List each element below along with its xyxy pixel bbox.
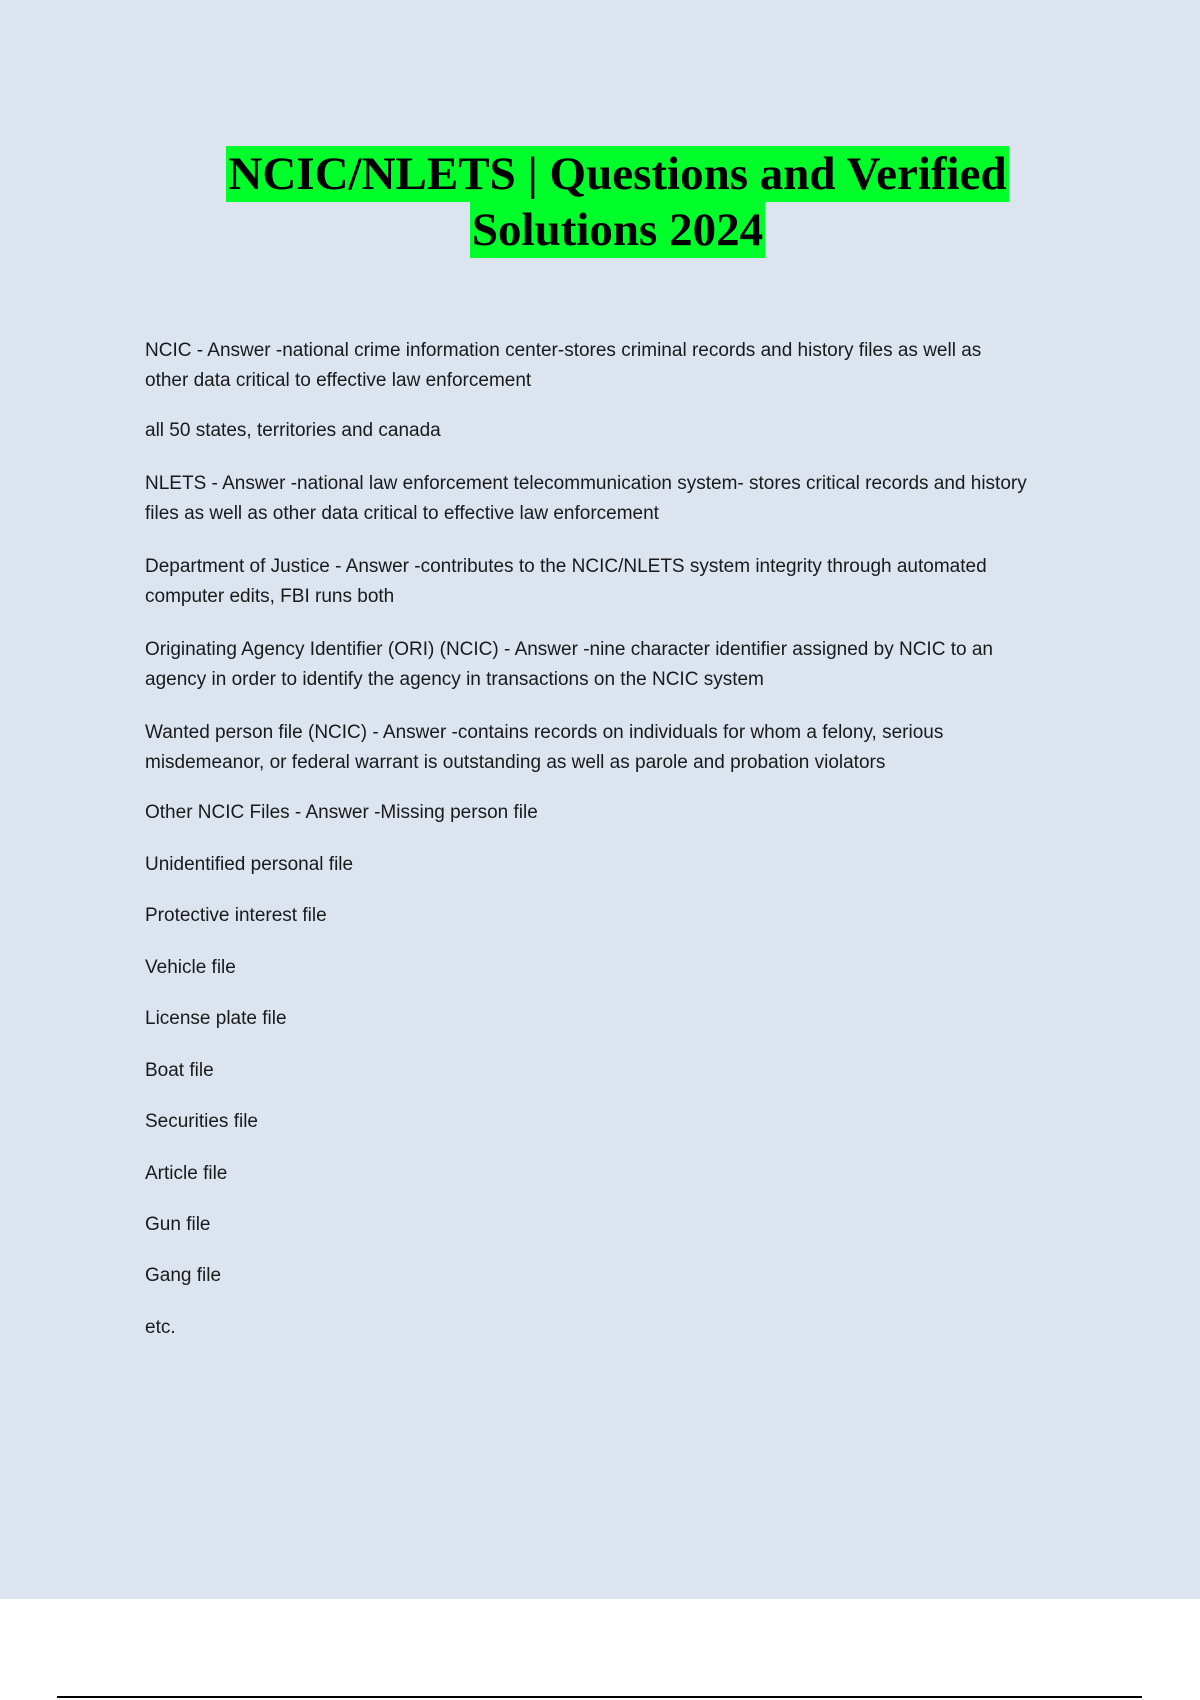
list-item xyxy=(145,901,1095,931)
text-line: Securities file xyxy=(145,1111,258,1132)
list-item xyxy=(145,1159,1095,1189)
text-line: NCIC - Answer -national crime information center-stores criminal records and history files as well as xyxy=(145,340,982,361)
text-line: other data critical to effective law enforcement xyxy=(145,370,532,391)
text-line: Article file xyxy=(145,1163,228,1184)
list-item xyxy=(145,1056,1095,1086)
text-line: Other NCIC Files - Answer -Missing person file xyxy=(145,802,538,823)
text-line: misdemeanor, or federal warrant is outstanding as well as parole and probation violators xyxy=(145,752,886,773)
paragraph-other-files xyxy=(145,798,1095,828)
text-line: agency in order to identify the agency in transactions on the NCIC system xyxy=(145,669,764,690)
paragraph-ncic xyxy=(145,336,1095,396)
text-line: Department of Justice - Answer -contributes to the NCIC/NLETS system integrity through automated xyxy=(145,556,987,577)
text-line: Unidentified personal file xyxy=(145,854,354,875)
text-line: Gun file xyxy=(145,1214,211,1235)
footer-divider xyxy=(57,1696,1142,1698)
list-item xyxy=(145,953,1095,983)
list-item xyxy=(145,1210,1095,1240)
title-line-1: NCIC/NLETS | Questions and Verified xyxy=(228,148,1007,200)
text-line: NLETS - Answer -national law enforcement telecommunication system- stores critical records and history xyxy=(145,473,1027,494)
list-item xyxy=(145,1261,1095,1291)
list-item xyxy=(145,850,1095,880)
text-line: all 50 states, territories and canada xyxy=(145,420,441,441)
list-item xyxy=(145,1107,1095,1137)
text-line: Wanted person file (NCIC) - Answer -contains records on individuals for whom a felony, serious xyxy=(145,722,944,743)
text-line: etc. xyxy=(145,1317,176,1338)
title-line-2: Solutions 2024 xyxy=(471,204,764,256)
paragraph-ori xyxy=(145,635,1095,695)
text-line: files as well as other data critical to effective law enforcement xyxy=(145,503,659,524)
text-line: computer edits, FBI runs both xyxy=(145,586,395,607)
list-item xyxy=(145,1004,1095,1034)
list-item xyxy=(145,1313,1095,1343)
text-line: Gang file xyxy=(145,1265,222,1286)
document-title xyxy=(0,146,1200,258)
text-line: Boat file xyxy=(145,1060,214,1081)
text-line: Protective interest file xyxy=(145,905,327,926)
paragraph-wanted-person xyxy=(145,718,1095,778)
paragraph-nlets xyxy=(145,469,1095,529)
text-line: Originating Agency Identifier (ORI) (NCIC) - Answer -nine character identifier assigned by NCIC to an xyxy=(145,639,993,660)
paragraph-doj xyxy=(145,552,1095,612)
text-line: Vehicle file xyxy=(145,957,236,978)
paragraph-states xyxy=(145,416,1095,446)
text-line: License plate file xyxy=(145,1008,287,1029)
